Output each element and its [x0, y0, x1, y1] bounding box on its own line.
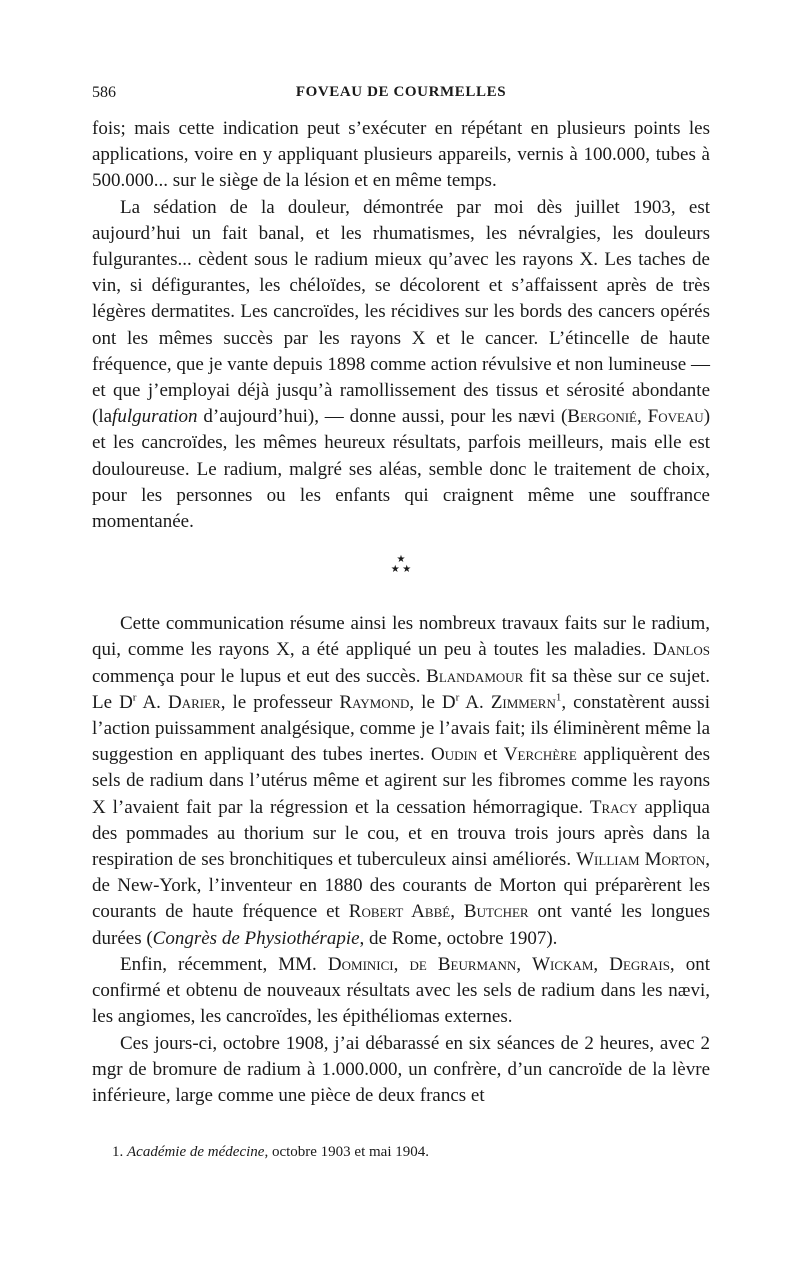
author-name: Blandamour [426, 665, 524, 687]
author-name: Raymond [339, 691, 410, 713]
author-name: Degrais [609, 953, 670, 975]
author-name: Darier [167, 691, 221, 713]
author-name: Tracy [589, 796, 638, 818]
author-name: Wickam [532, 953, 594, 975]
author-name: Robert Abbé [348, 901, 451, 923]
paragraph-4: Enfin, récemment, MM. Dominici, de Beurmann, Wickam, Degrais, ont confirmé et obtenu de nouveaux résultats avec les sels de radium dans les nævi, les angiomes, les cancroïdes, les épithéliomas externes. [92, 953, 711, 1028]
footnote-number: 1. [112, 1144, 124, 1160]
author-name: Foveau [647, 406, 704, 428]
footnote: 1. Académie de médecine, octobre 1903 et mai 1904. [112, 1144, 429, 1160]
asterism-bottom-stars: ★ ★ [390, 564, 412, 576]
author-name: Zimmern [490, 691, 556, 713]
paragraph-3: Cette communication résume ainsi les nombreux travaux faits sur le radium, qui, comme les rayons X, a été appliqué un peu à toutes les maladies. Danlos commença pour le lupus et eut des succès. Blandamour fit sa thèse sur ce sujet. Le $D^r$ A. Darier, le professeur Raymond, le $D^r$ A. Zimmern$^1$, constatèrent aussi l’action puissamment analgésique, comme je l’avais fait; ils éliminèrent même la suggestion en appliquant des tubes inertes. Oudin et Verchère appliquèrent des sels de radium dans l’utérus même et agirent sur les fibromes comme les rayons X l’avaient fait par la régression et la cessation hémorragique. Tracy appliqua des pommades au thorium sur le cou, et en trouva trois jours après dans la respiration de ses bronchitiques et tuberculeux ainsi améliorés. William Morton, de New-York, l’inventeur en 1880 des courants de Morton qui préparèrent les courants de haute fréquence et Robert Abbé, Butcher ont vanté les longues durées (Congrès de Physiothérapie, de Rome, octobre 1907). [92, 613, 711, 949]
paragraph-5: Ces jours-ci, octobre 1908, j’ai débarassé en six séances de 2 heures, avec 2 mgr de bromure de radium à 1.000.000, un confrère, d’un cancroïde de la lèvre inférieure, large comme une pièce de deux francs et [92, 1032, 710, 1106]
italic-term: Congrès de Physiothérapie [152, 927, 360, 949]
page-header [92, 84, 710, 108]
author-name: Oudin [430, 744, 478, 766]
running-head: FOVEAU DE COURMELLES [295, 84, 507, 100]
author-name: Dominici [327, 953, 394, 975]
author-name: Butcher [463, 901, 529, 923]
author-name: Verchère [503, 744, 577, 766]
body-text [92, 116, 710, 1109]
page-number: 586 [92, 84, 116, 101]
author-name: Danlos [652, 639, 710, 661]
author-name: de Beurmann [409, 953, 517, 975]
asterism-top-star: ★ [396, 554, 406, 566]
asterism [92, 555, 710, 575]
paragraph-1: fois; mais cette indication peut s’exécuter en répétant en plusieurs points les applications, voire en y appliquant plusieurs appareils, vernis à 100.000, tubes à 500.000... sur le siège de la lésion et en même temps. [92, 118, 710, 192]
footnote-marker: 1 [555, 691, 562, 704]
section-separator [92, 535, 710, 611]
author-name: Bergonié [567, 406, 638, 428]
paragraph-2: La sédation de la douleur, démontrée par moi dès juillet 1903, est aujourd’hui un fait banal, et les rhumatismes, les névralgies, les douleurs fulgurantes... cèdent sous le radium mieux qu’avec les rayons X. Les taches de vin, si défigurantes, les chéloïdes, se décolorent et s’affaissent après de très légères dermatites. Les cancroïdes, les récidives sur les bords des cancers opérés ont les mêmes succès par les rayons X et le cancer. L’étincelle de haute fréquence, que je vante depuis 1898 comme action révulsive et non lumineuse — et que j’employai déjà jusqu’à ramollissement des tissus et sérosité abondante (lafulguration d’aujourd’hui), — donne aussi, pour les nævi (Bergonié, Foveau) et les cancroïdes, les mêmes heureux résultats, parfois meilleurs, mais elle est douloureuse. Le radium, malgré ses aléas, semble donc le traitement de choix, pour les personnes ou les enfants qui craignent même une souffrance momentanée. [92, 196, 711, 533]
italic-term: fulguration [112, 406, 198, 428]
author-name: William Morton [576, 849, 706, 871]
footnote-source: Académie de médecine [127, 1144, 265, 1160]
